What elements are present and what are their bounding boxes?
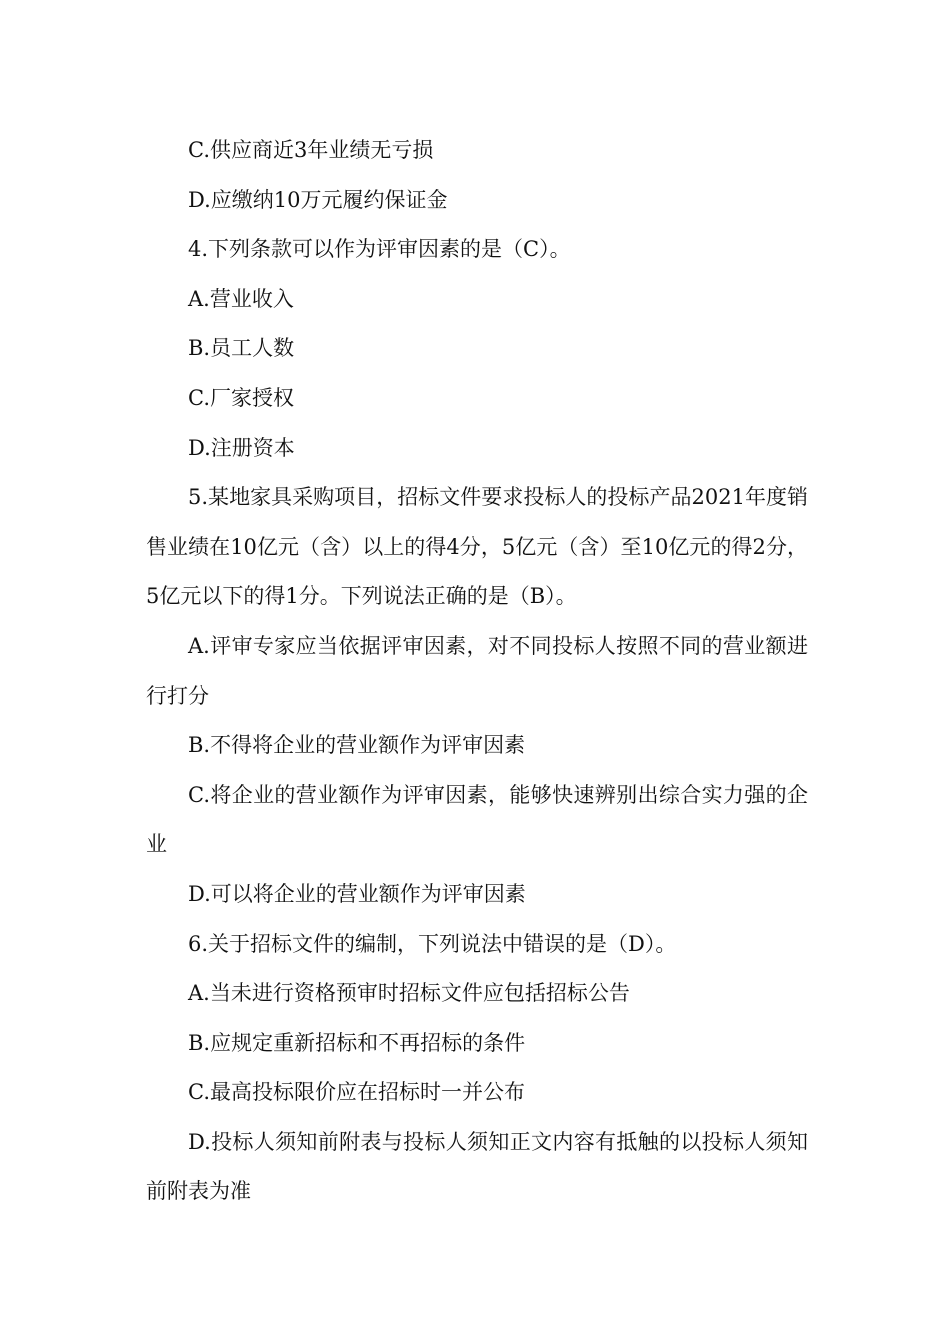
option-d-q3: D.应缴纳10万元履约保证金	[188, 187, 448, 212]
document-body	[146, 126, 808, 1217]
option-b-q6: B.应规定重新招标和不再招标的条件	[188, 1030, 526, 1055]
option-c-q3: C.供应商近3年业绩无亏损	[188, 138, 434, 162]
option-c-q6: C.最高投标限价应在招标时一并公布	[188, 1080, 525, 1105]
option-c-q5: C.将企业的营业额作为评审因素，能够快速辨别出综合实力强的企业	[146, 782, 808, 857]
option-a-q4: A.营业收入	[188, 286, 294, 311]
question-6: 6.关于招标文件的编制，下列说法中错误的是（D）。	[188, 931, 677, 956]
option-c-q4: C.厂家授权	[188, 385, 294, 410]
question-5: 5.某地家具采购项目，招标文件要求投标人的投标产品2021年度销售业绩在10亿元（含）以上的得4分，5亿元（含）至10亿元的得2分，5亿元以下的得1分。下列说法正确的是（B）。	[146, 485, 808, 609]
option-b-q5: B.不得将企业的营业额作为评审因素	[188, 733, 526, 758]
option-d-q6: D.投标人须知前附表与投标人须知正文内容有抵触的以投标人须知前附表为准	[146, 1129, 808, 1204]
option-d-q4: D.注册资本	[188, 435, 295, 460]
option-a-q6: A.当未进行资格预审时招标文件应包括招标公告	[188, 981, 630, 1006]
option-b-q4: B.员工人数	[188, 336, 295, 361]
option-a-q5: A.评审专家应当依据评审因素，对不同投标人按照不同的营业额进行打分	[146, 633, 808, 708]
question-4: 4.下列条款可以作为评审因素的是（C）。	[188, 237, 571, 262]
option-d-q5: D.可以将企业的营业额作为评审因素	[188, 881, 526, 906]
